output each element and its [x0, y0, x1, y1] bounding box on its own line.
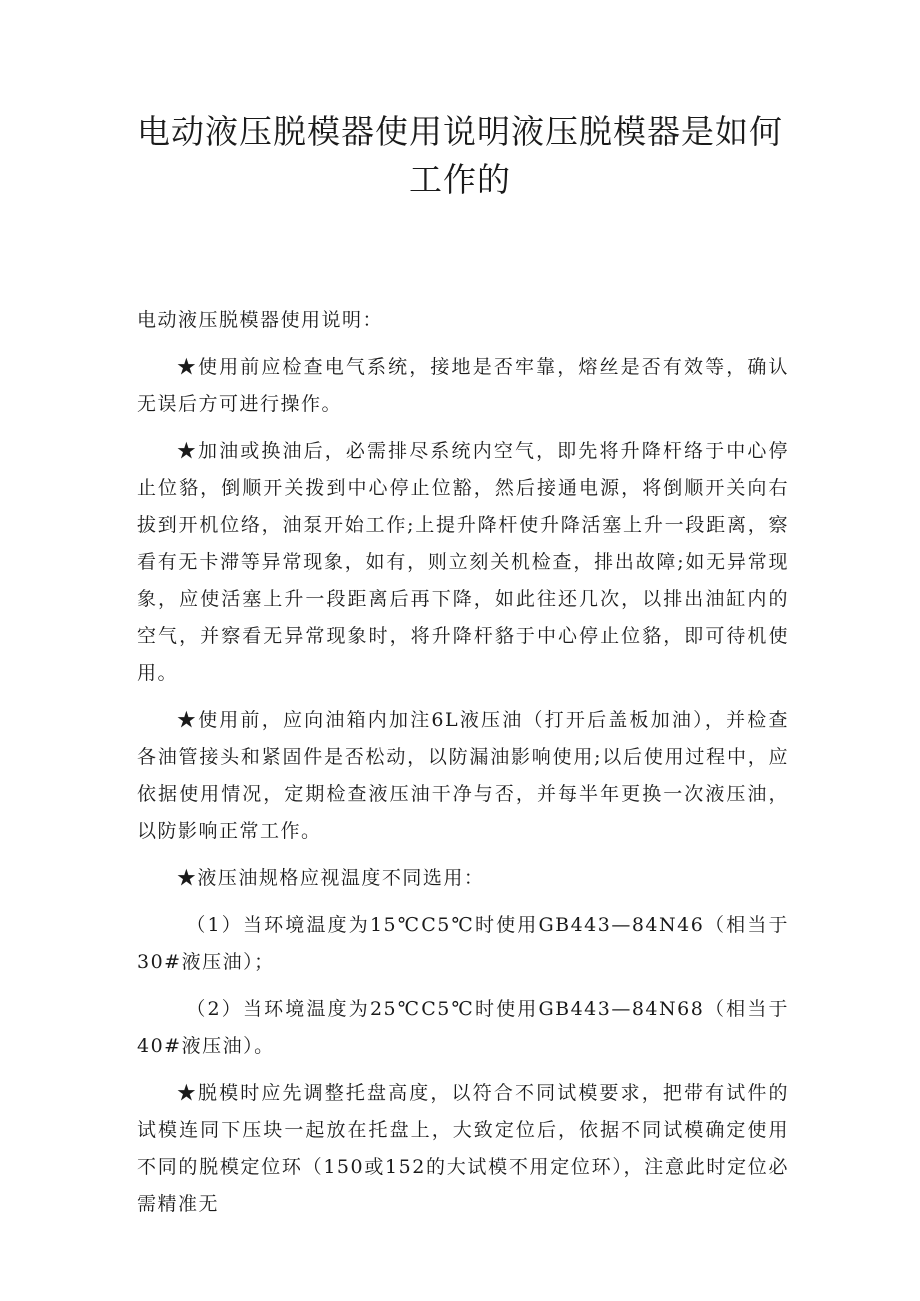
document-title: 电动液压脱模器使用说明液压脱模器是如何工作的	[137, 112, 783, 199]
list-item-oil-spec-2: （2）当环境温度为25℃C5℃时使用GB443—84N68（相当于40#液压油）。	[137, 998, 789, 1057]
document-body	[137, 302, 789, 1233]
paragraph-electrical-check: ★使用前应检查电气系统，接地是否牢靠，熔丝是否有效等，确认无误后方可进行操作。	[137, 356, 789, 415]
section-heading: 电动液压脱模器使用说明：	[137, 309, 384, 331]
list-item-oil-spec-1: （1）当环境温度为15℃C5℃时使用GB443—84N46（相当于30#液压油）；	[137, 914, 789, 973]
paragraph-oil-filling: ★使用前，应向油箱内加注6L液压油（打开后盖板加油），并检查各油管接头和紧固件是否松动，以防漏油影响使用;以后使用过程中，应依据使用情况，定期检查液压油干净与否，并每半年更换一次液压油，以防影响正常工作。	[137, 709, 789, 842]
paragraph-air-bleeding: ★加油或换油后，必需排尽系统内空气，即先将升降杆络于中心停止位貉，倒顺开关拨到中心停止位豁，然后接通电源，将倒顺开关向右拔到开机位络，油泵开始工作;上提升降杆使升降活塞上升一段距离，察看有无卡滞等异常现象，如有，则立刻关机检查，排出故障;如无异常现象，应使活塞上升一段距离后再下降，如此往还几次，以排出油缸内的空气，并察看无异常现象时，将升降杆貉于中心停止位貉，即可待机使用。	[137, 440, 789, 684]
paragraph-demolding: ★脱模时应先调整托盘高度，以符合不同试模要求，把带有试件的试模连同下压块一起放在托盘上，大致定位后，依据不同试模确定使用不同的脱模定位环（150或152的大试模不用定位环），注意此时定位必需精准无	[137, 1082, 789, 1215]
paragraph-oil-spec: ★液压油规格应视温度不同选用：	[176, 867, 485, 889]
